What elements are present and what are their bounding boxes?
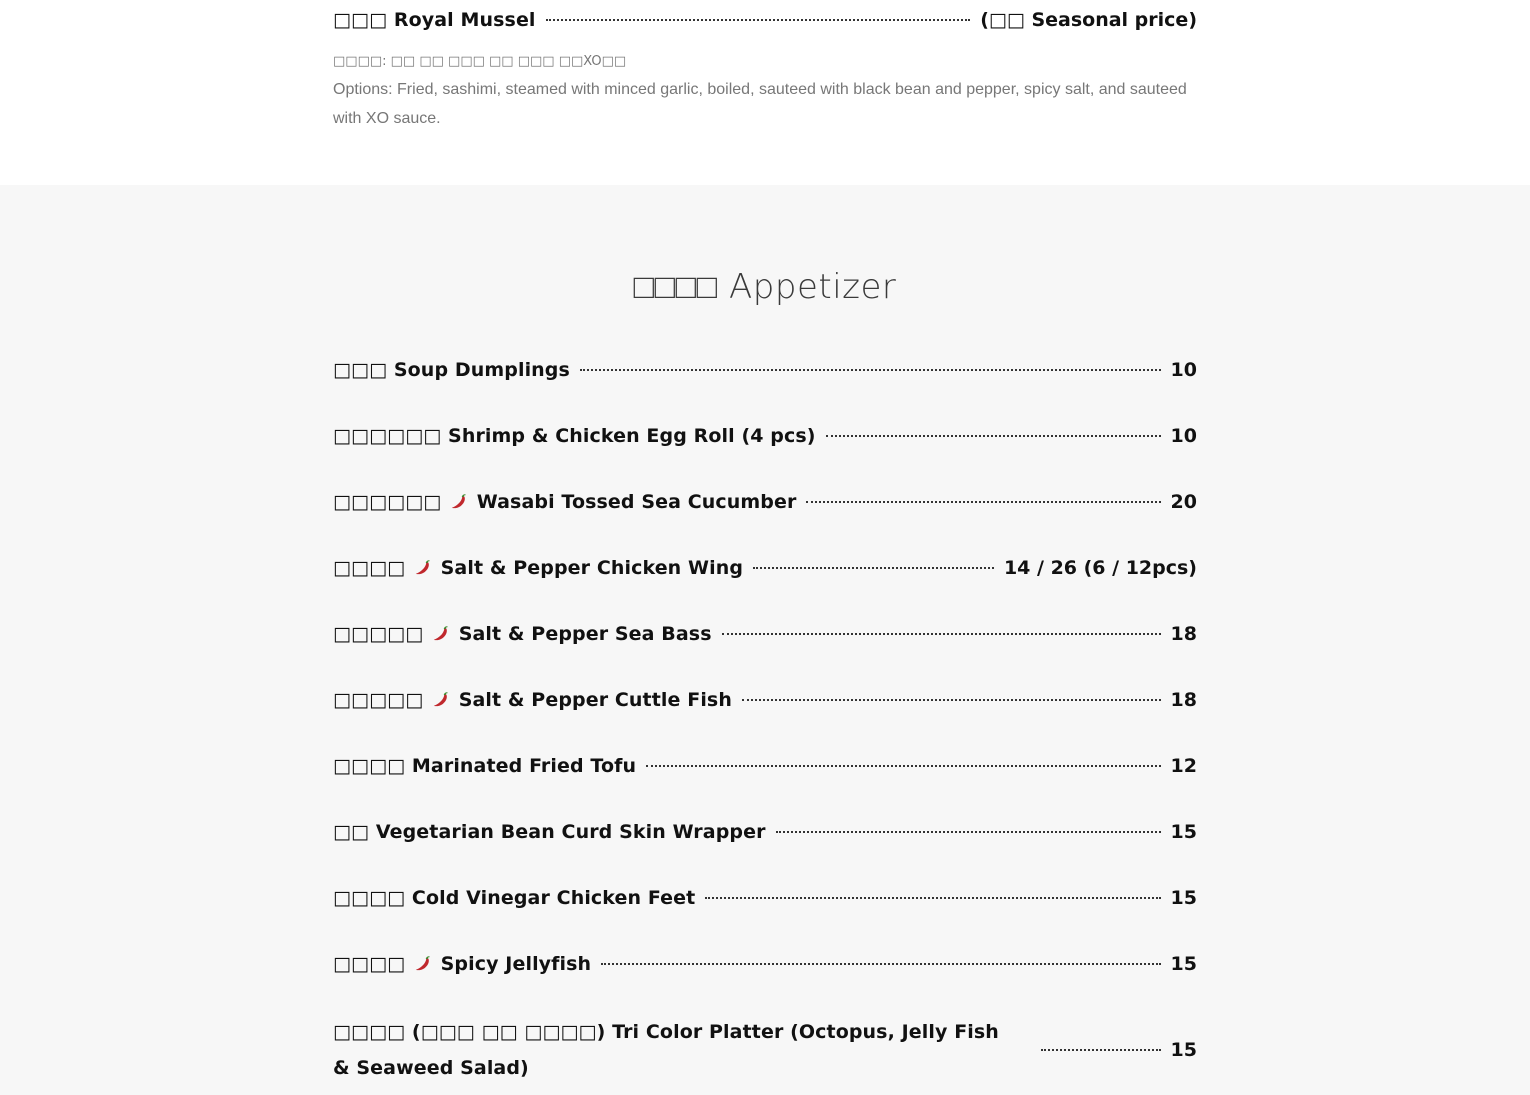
menu-item-name-chinese: □□□□□□ bbox=[333, 491, 449, 513]
menu-item-row bbox=[333, 550, 1197, 586]
menu-item-row bbox=[333, 418, 1197, 454]
dotted-leader bbox=[601, 963, 1160, 965]
dotted-leader bbox=[753, 567, 994, 569]
menu-item-name-english: Cold Vinegar Chicken Feet bbox=[411, 887, 696, 909]
menu-item bbox=[333, 352, 1197, 388]
description-english: Options: Fried, sashimi, steamed with minced garlic, boiled, sauteed with black bean and pepper, spicy salt, and sauteed with XO sauce. bbox=[333, 81, 1187, 127]
menu-item bbox=[333, 418, 1197, 454]
menu-item-name-english: Spicy Jellyfish bbox=[440, 953, 592, 975]
menu-item-royal-mussel bbox=[333, 2, 1197, 38]
menu-item-name bbox=[333, 484, 796, 520]
menu-item-name bbox=[333, 418, 816, 454]
menu-item-row bbox=[333, 880, 1197, 916]
menu-item-name-english: Soup Dumplings bbox=[393, 359, 570, 381]
menu-item-row bbox=[333, 682, 1197, 718]
dotted-leader bbox=[776, 831, 1161, 833]
menu-item-price: 15 bbox=[1170, 953, 1197, 975]
menu-item-name bbox=[333, 946, 591, 982]
menu-item-name bbox=[333, 616, 712, 652]
menu-item-price: 18 bbox=[1170, 623, 1197, 645]
menu-item-row bbox=[333, 484, 1197, 520]
menu-item-name-chinese: □□□ bbox=[333, 359, 394, 381]
menu-item-row bbox=[333, 748, 1197, 784]
dotted-leader bbox=[705, 897, 1160, 899]
menu-item-price: (□□ Seasonal price) bbox=[980, 9, 1197, 31]
menu-item-name-english: Shrimp & Chicken Egg Roll (4 pcs) bbox=[448, 425, 816, 447]
menu-item-name-chinese: □□□□□ bbox=[333, 689, 430, 711]
menu-item-price: 18 bbox=[1170, 689, 1197, 711]
menu-item-name bbox=[333, 550, 743, 586]
menu-item-name-english: Tri Color Platter (Octopus, Jelly Fish & Seaweed Salad) bbox=[333, 1021, 999, 1079]
menu-item-name-chinese: □□□□ bbox=[333, 953, 412, 975]
menu-item-name bbox=[333, 880, 695, 916]
section-title: □□□□ Appetizer bbox=[633, 267, 897, 307]
dotted-leader bbox=[580, 369, 1161, 371]
menu-item-name-english: Marinated Fried Tofu bbox=[411, 755, 637, 777]
menu-item-name-chinese: □□□□□ bbox=[333, 623, 430, 645]
dotted-leader bbox=[546, 19, 971, 21]
menu-item-name bbox=[333, 682, 732, 718]
menu-item bbox=[333, 682, 1197, 718]
menu-item-description bbox=[333, 52, 1197, 133]
menu-item bbox=[333, 1014, 1197, 1086]
dotted-leader bbox=[742, 699, 1161, 701]
menu-item-name bbox=[333, 748, 636, 784]
menu-item-name-english: Salt & Pepper Sea Bass bbox=[458, 623, 712, 645]
menu-item-name-chinese: □□□□ (□□□ □□ □□□□) bbox=[333, 1021, 613, 1043]
menu-item-price: 10 bbox=[1170, 359, 1197, 381]
menu-item-name-english: Salt & Pepper Chicken Wing bbox=[440, 557, 744, 579]
menu-item-name-chinese: □□□□ bbox=[333, 887, 412, 909]
dotted-leader bbox=[826, 435, 1161, 437]
menu-item-row bbox=[333, 1014, 1197, 1086]
dotted-leader bbox=[806, 501, 1160, 503]
menu-item-name-chinese: □□□□□□ bbox=[333, 425, 449, 447]
menu-item bbox=[333, 946, 1197, 982]
menu-item-name bbox=[333, 352, 570, 388]
menu-item-name bbox=[333, 1014, 1013, 1086]
menu-item-row bbox=[333, 814, 1197, 850]
menu-item bbox=[333, 484, 1197, 520]
menu-item-name-chinese: □□ bbox=[333, 821, 376, 843]
chili-pepper-icon bbox=[450, 492, 468, 510]
menu-item-name-english: Wasabi Tossed Sea Cucumber bbox=[476, 491, 797, 513]
menu-item-name-chinese: □□□□ bbox=[333, 557, 412, 579]
chili-pepper-icon bbox=[432, 690, 450, 708]
menu-item-name-chinese: □□□□ bbox=[333, 755, 412, 777]
menu-item-row bbox=[333, 2, 1197, 38]
menu-item-price: 15 bbox=[1170, 887, 1197, 909]
menu-item bbox=[333, 880, 1197, 916]
menu-item-price: 15 bbox=[1170, 821, 1197, 843]
menu-item-price: 12 bbox=[1170, 755, 1197, 777]
chili-pepper-icon bbox=[414, 954, 432, 972]
menu-item-price: 20 bbox=[1170, 491, 1197, 513]
dotted-leader bbox=[646, 765, 1160, 767]
menu-item-name: □□□ Royal Mussel bbox=[333, 9, 536, 31]
chili-pepper-icon bbox=[414, 558, 432, 576]
chili-pepper-icon bbox=[432, 624, 450, 642]
menu-item-row bbox=[333, 946, 1197, 982]
menu-item-price: 15 bbox=[1170, 1038, 1197, 1061]
menu-item-name-english: Vegetarian Bean Curd Skin Wrapper bbox=[375, 821, 766, 843]
menu-item bbox=[333, 748, 1197, 784]
top-section bbox=[0, 0, 1530, 185]
menu-item-price: 10 bbox=[1170, 425, 1197, 447]
menu-item-name-english: Salt & Pepper Cuttle Fish bbox=[458, 689, 732, 711]
dotted-leader bbox=[722, 633, 1161, 635]
menu-item bbox=[333, 616, 1197, 652]
menu-item bbox=[333, 814, 1197, 850]
menu-item-row bbox=[333, 352, 1197, 388]
menu-item-name bbox=[333, 814, 766, 850]
dotted-leader bbox=[1041, 1049, 1161, 1051]
menu-item-price: 14 / 26 (6 / 12pcs) bbox=[1003, 557, 1197, 579]
menu-item-row bbox=[333, 616, 1197, 652]
description-chinese: □□□□: □□ □□ □□□ □□ □□□ □□XO□□ bbox=[333, 54, 627, 69]
menu-item bbox=[333, 550, 1197, 586]
